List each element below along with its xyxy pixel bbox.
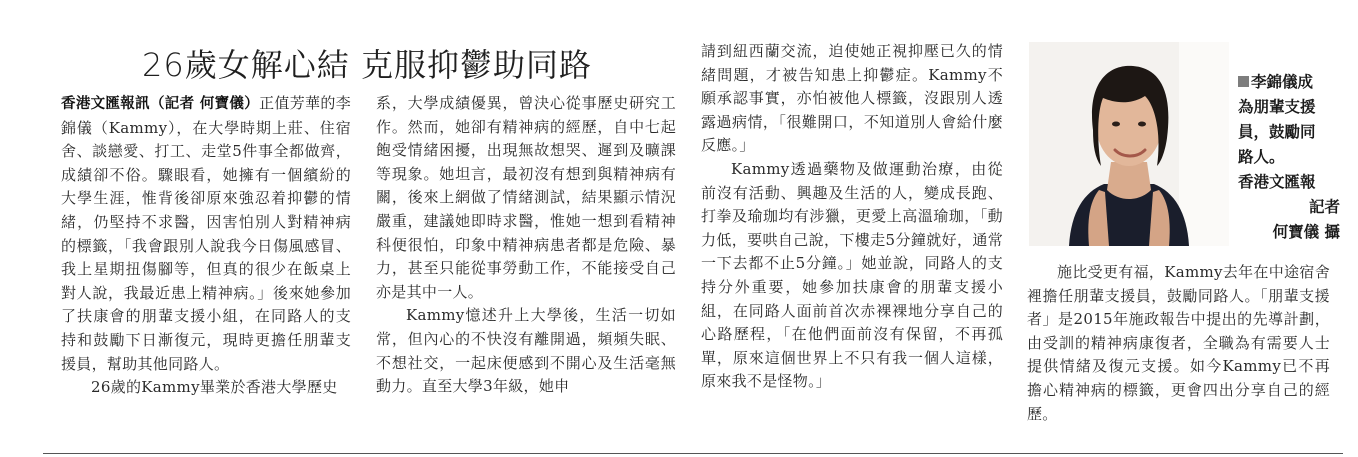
headline: 26歲女解心結 克服抑鬱助同路: [142, 46, 592, 84]
caption-credit-line: 記者: [1308, 198, 1340, 216]
paragraph: Kammy憶述升上大學後，生活一切如常，但內心的不快沒有離開過，頻頻失眠、不想社交，一起床便感到不開心及生活毫無動力。直至大學3年級，她申: [376, 306, 676, 396]
lead-paragraph: [61, 92, 351, 376]
caption-line: 路人。: [1238, 148, 1285, 166]
caption-credit-line: 香港文匯報: [1238, 173, 1316, 191]
caption-line: 員，鼓勵同: [1238, 123, 1316, 141]
paragraph: 系，大學成績優異，曾決心從事歷史研究工作。然而，她卻有精神病的經歷，自中七起飽受情緒困擾，出現無故想哭、遲到及曠課等現象。她坦言，最初沒有想到與精神病有關，後來上網做了情緒測試，結果顯示情況嚴重，建議她即時求醫，惟她一想到看精神科便很怕，印象中精神病患者都是危險、暴力，甚至只能從事勞動工作，不能接受自己亦是其中一人。: [376, 94, 676, 301]
paragraph: 26歲的Kammy畢業於香港大學歷史: [91, 378, 338, 397]
article-column-1: [61, 92, 351, 400]
caption-line: 為朋輩支援: [1238, 98, 1316, 116]
square-bullet-icon: [1238, 76, 1249, 87]
paragraph: Kammy透過藥物及做運動治療，由從前沒有活動、興趣及生活的人，變成長跑、打拳及瑜珈均有涉獵，更愛上高溫瑜珈，「動力低，要哄自己說，下樓走5分鐘就好，通常一下去都不止5分鐘。」她並說，同路人的支持分外重要，她參加扶康會的朋輩支援小組，在同路人面前首次赤裸裸地分享自己的心路歷程，「在他們面前沒有保留，不再孤單，原來這個世界上不只有我一個人這樣，原來我不是怪物。」: [701, 159, 1003, 391]
caption-line: 李錦儀成: [1238, 70, 1340, 95]
paragraph: 請到紐西蘭交流，迫使她正視抑壓已久的情緒問題，才被告知患上抑鬱症。Kammy不願承認事實，亦怕被他人標籤，沒跟別人透露過病情，「很難開口，不知道別人會給什麼反應。」: [701, 42, 1003, 155]
lead-text: 正值芳華的李錦儀（Kammy），在大學時期上莊、住宿舍、談戀愛、打工、走堂5件事全都做齊，成績卻不俗。驟眼看，她擁有一個繽紛的大學生涯，惟背後卻原來強忍着抑鬱的情緒，仍堅持不求醫，因害怕別人對精神病的標籤，「我會跟別人說我今日傷風感冒、我上星期扭傷腳等，但真的很少在飯桌上對人說，我最近患上精神病。」後來她參加了扶康會的朋輩支援小組，在同路人的支持和鼓勵下日漸復元，現時更擔任朋輩支援員，幫助其他同路人。: [61, 94, 351, 373]
caption-credit-line: 何寶儀 攝: [1272, 223, 1340, 241]
woman-portrait-icon: [1029, 42, 1229, 246]
byline: 香港文匯報訊（記者 何寶儀）: [61, 96, 260, 112]
paragraph: 施比受更有福，Kammy去年在中途宿舍裡擔任朋輩支援員，鼓勵同路人。「朋輩支援者」是2015年施政報告中提出的先導計劃，由受訓的精神病康復者，全職為有需要人士提供情緒及復元支援。如今Kammy已不再擔心精神病的標籤，更會四出分享自己的經歷。: [1027, 263, 1330, 423]
photo-caption: [1238, 70, 1340, 245]
article-column-2: [376, 92, 676, 399]
bottom-rule: [43, 453, 1343, 454]
article-column-3: [701, 40, 1003, 394]
article-column-4: [1027, 261, 1330, 426]
portrait-photo: [1029, 42, 1229, 246]
